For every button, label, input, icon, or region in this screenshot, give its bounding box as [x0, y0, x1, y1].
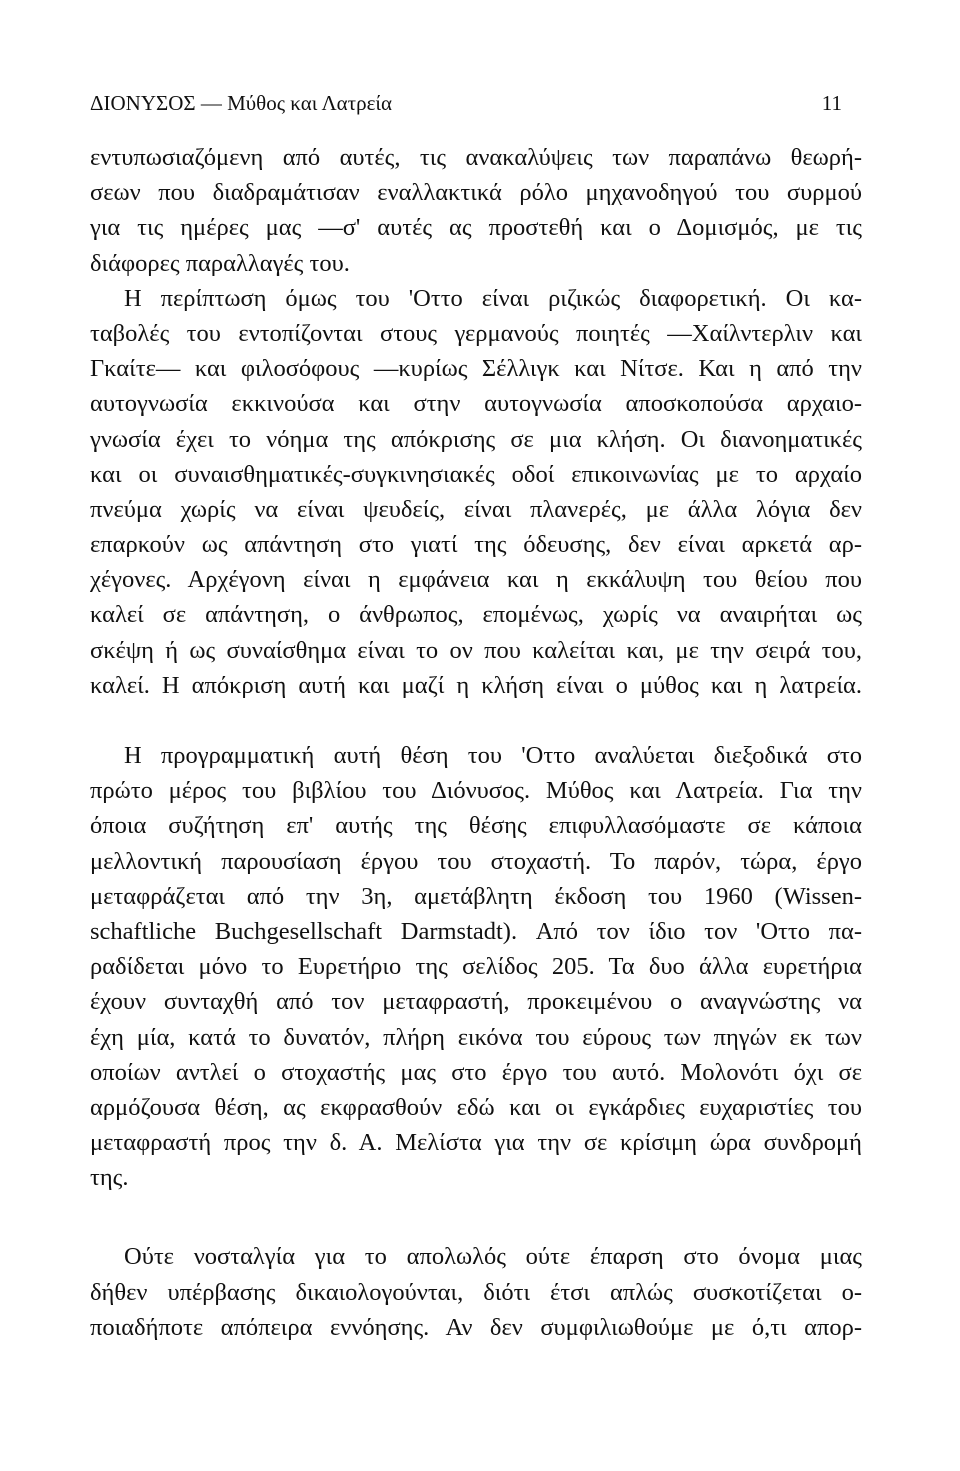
- text-line: έχη μία, κατά το δυνατόν, πλήρη εικόνα του εύρους των πηγών εκ των: [90, 1023, 862, 1051]
- text-line: έχουν συνταχθή από τον μεταφραστή, προκειμένου ο αναγνώστης να: [90, 988, 862, 1016]
- paragraph: [90, 1239, 862, 1345]
- text-line: Ούτε νοσταλγία για το απολωλός ούτε έπαρση στο όνομα μιας: [124, 1243, 862, 1271]
- text-line: για τις ημέρες μας —σ' αυτές ας προστεθή και ο Δομισμός, με τις: [90, 214, 862, 242]
- text-line: χέγονες. Αρχέγονη είναι η εμφάνεια και η εκκάλυψη του θείου που: [90, 566, 862, 594]
- text-line: πνεύμα χωρίς να είναι ψευδείς, είναι πλανερές, με άλλα λόγια δεν: [90, 495, 862, 523]
- text-line: δήθεν υπέρβασης δικαιολογούνται, διότι έτσι απλώς συσκοτίζεται ο-: [90, 1278, 862, 1306]
- text-line: Γκαίτε— και φιλοσόφους —κυρίως Σέλλιγκ και Νίτσε. Και η από την: [90, 355, 862, 383]
- text-line: schaftliche Buchgesellschaft Darmstadt). Από τον ίδιο τον 'Οττο πα-: [90, 917, 862, 945]
- text-line: μεταφραστή προς την δ. Α. Μελίστα για την σε κρίσιμη ώρα συνδρομή: [90, 1129, 862, 1157]
- section-gap: [90, 1195, 862, 1239]
- text-line: και οι συναισθηματικές-συγκινησιακές οδοί επικοινωνίας με το αρχαίο: [90, 460, 862, 488]
- text-line: πρώτο μέρος του βιβλίου του Διόνυσος. Μύθος και Λατρεία. Για την: [90, 777, 862, 805]
- text-line: αρμόζουσα θέση, ας εκφρασθούν εδώ και οι εγκάρδιες ευχαριστίες του: [90, 1093, 862, 1121]
- text-line: διάφορες παραλλαγές του.: [90, 249, 350, 277]
- text-line: γνωσία έχει το νόημα της απόκρισης σε μια κλήση. Οι διανοηματικές: [90, 425, 862, 453]
- text-line: σεων που διαδραμάτισαν εναλλακτικά ρόλο μηχανοδηγού του συρμού: [90, 179, 862, 207]
- text-line: επαρκούν ως απάντηση στο γιατί της όδευσης, δεν είναι αρκετά αρ-: [90, 531, 862, 559]
- text-line: Η περίπτωση όμως του 'Οττο είναι ριζικώς διαφορετική. Οι κα-: [124, 284, 862, 312]
- paragraph: [90, 281, 862, 703]
- text-line: μελλοντική παρουσίαση έργου του στοχαστή. Το παρόν, τώρα, έργο: [90, 847, 862, 875]
- text-line: εντυπωσιαζόμενη από αυτές, τις ανακαλύψεις των παραπάνω θεωρή-: [90, 144, 862, 171]
- text-line: της.: [90, 1164, 129, 1192]
- text-line: αυτογνωσία εκκινούσα και στην αυτογνωσία αποσκοπούσα αρχαιο-: [90, 390, 862, 418]
- text-line: μεταφράζεται από την 3η, αμετάβλητη έκδοση του 1960 (Wissen-: [90, 882, 862, 910]
- text-line: όποια συζήτηση επ' αυτής της θέσης επιφυλλασόμαστε σε κάποια: [90, 812, 862, 840]
- text-line: οποίων αντλεί ο στοχαστής μας στο έργο του αυτό. Μολονότι όχι σε: [90, 1058, 862, 1086]
- paragraph-continuation: [90, 140, 862, 281]
- section-gap: [90, 703, 862, 738]
- page-number: 11: [821, 91, 842, 115]
- text-line: ταβολές του εντοπίζονται στους γερμανούς ποιητές —Χαίλντερλιν και: [90, 319, 862, 347]
- text-line: καλεί σε απάντηση, ο άνθρωπος, επομένως, χωρίς να αναιρήται ως: [90, 601, 862, 629]
- paragraph: [90, 738, 862, 1195]
- text-line: Η προγραμματική αυτή θέση του 'Οττο αναλύεται διεξοδικά στο: [124, 742, 862, 769]
- text-line: ποιαδήποτε απόπειρα εννόησης. Αν δεν συμφιλιωθούμε με ό,τι απορ-: [90, 1313, 862, 1341]
- running-title: ΔΙΟΝΥΣΟΣ — Μύθος και Λατρεία: [90, 91, 393, 115]
- text-line: σκέψη ή ως συναίσθημα είναι το ον που καλείται και, με την σειρά του,: [90, 636, 862, 664]
- text-line: ραδίδεται μόνο το Ευρετήριο της σελίδος 205. Τα δυο άλλα ευρετήρια: [90, 953, 862, 981]
- body-text: [90, 140, 862, 1345]
- running-head: [90, 88, 842, 118]
- text-line: καλεί. Η απόκριση αυτή και μαζί η κλήση είναι ο μύθος και η λατρεία.: [90, 671, 862, 699]
